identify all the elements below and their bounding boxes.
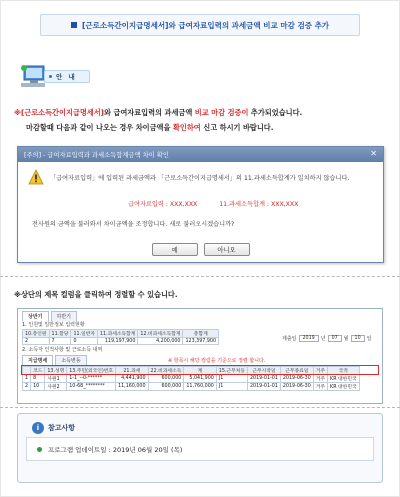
divider: [0, 407, 400, 408]
notice-line-1: [14, 105, 386, 120]
table-cell: 2019-06-30: [280, 383, 313, 391]
notice-line2-b: 신고 하시기 바랍니다.: [203, 123, 274, 132]
dialog-buttons: [18, 243, 383, 256]
tab-payment-statement[interactable]: 지급명세: [22, 355, 53, 365]
square-bullet-icon: [71, 22, 77, 28]
table-cell: 8: [31, 375, 45, 383]
summary-cell: 2: [23, 338, 50, 345]
summary-cell: 7: [49, 338, 71, 345]
table-cell: 사원2: [45, 383, 67, 391]
table-cell: 5,041,900: [184, 375, 216, 383]
table-row[interactable]: [23, 375, 360, 383]
month-field[interactable]: 07: [328, 335, 342, 342]
summary-header: 10.총인원: [23, 330, 50, 338]
section-1-title: 1. 인원및 일반정보 입력현황: [22, 322, 85, 328]
notice-emph-1: 비교 마감 검증이: [194, 108, 249, 117]
close-icon[interactable]: ✕: [370, 149, 377, 158]
guide-label: 안 내: [56, 73, 77, 81]
tab-income-change[interactable]: 소득변동: [55, 355, 86, 365]
update-date: 프로그램 업데이트일 : 2019년 06월 20일 (목): [48, 445, 183, 454]
column-header[interactable]: 22.비과세소득: [148, 367, 184, 375]
table-cell: 거주: [313, 383, 327, 391]
amount-value-1: XXX,XXX: [169, 201, 198, 208]
month-unit: 월: [343, 336, 349, 342]
program-screenshot: [17, 308, 383, 404]
table-cell: 2019-01-01: [247, 383, 280, 391]
tab-first-half[interactable]: 상반기: [22, 311, 49, 321]
yes-button[interactable]: 예: [152, 243, 198, 256]
tab-second-half[interactable]: 하반기: [51, 311, 78, 321]
summary-value-row: [23, 338, 219, 345]
sort-warning: ※ 항목시 해당 컬럼을 기준으로 정렬 합니다.: [168, 358, 266, 364]
summary-header: 12.비과세소득합계: [138, 330, 183, 338]
column-header[interactable]: 21.과세: [116, 367, 148, 375]
date-label: 제출일: [282, 336, 297, 342]
info-icon: i: [32, 422, 44, 434]
summary-table: [22, 329, 219, 345]
header-banner: [40, 14, 360, 36]
divider: [0, 276, 400, 277]
notice-text: [14, 105, 386, 135]
table-cell: J1: [216, 383, 247, 391]
year-field[interactable]: 2019: [299, 335, 319, 342]
sort-notice: ※상단의 제목 컬럼을 클릭하여 정렬할 수 있습니다.: [14, 290, 178, 299]
summary-cell: 0: [71, 338, 98, 345]
detail-tabs: [22, 355, 87, 365]
table-cell: 10-68_********: [67, 383, 116, 391]
reference-heading: [32, 422, 75, 434]
reference-box: [17, 413, 383, 483]
header-title: [근로소득간이지급명세서]와 급여자료입력의 과세금액 비교 마감 검증 추가: [81, 20, 330, 30]
amount-value-2: XXX,XXX: [270, 201, 299, 208]
day-unit: 일: [366, 336, 372, 342]
table-cell: 사원1: [45, 375, 67, 383]
table-cell: 4,441,900: [116, 375, 148, 383]
table-cell: 2019-06-30: [280, 375, 313, 383]
column-header[interactable]: 13.성명: [45, 367, 67, 375]
bullet-dot-icon: [49, 75, 52, 78]
notice-bracket: [근로소득간이지급명세서]: [21, 108, 104, 117]
notice-text-a: 와 급여자료입력의 과세금액: [103, 108, 193, 117]
table-row[interactable]: [23, 383, 360, 391]
table-cell: 600,000: [148, 375, 184, 383]
reference-content: [26, 437, 374, 461]
column-header[interactable]: 근무시작일: [247, 367, 280, 375]
date-controls: [282, 335, 371, 342]
reference-title: 참고사항: [48, 424, 76, 432]
day-field[interactable]: 10: [351, 335, 365, 342]
table-cell: 2: [23, 383, 31, 391]
summary-header-row: [23, 330, 219, 338]
summary-cell: 4,200,000: [138, 338, 183, 345]
table-cell: 10: [31, 383, 45, 391]
notice-line2-a: 마감할때 다음과 같이 나오는 경우 차이금액을: [26, 123, 171, 132]
summary-header: 총합계: [183, 330, 219, 338]
table-cell: 2019-01-01: [247, 375, 280, 383]
notice-line-2: [14, 120, 386, 135]
column-header[interactable]: 코드: [31, 367, 45, 375]
summary-header: 11.할당: [49, 330, 71, 338]
dialog-titlebar: [18, 147, 383, 162]
summary-header: 11.일반자: [71, 330, 98, 338]
column-header[interactable]: 13.주민(외국인)번호: [67, 367, 116, 375]
section-2-title: 2. 소득자 인적사항 및 근로소득 내역: [22, 347, 103, 353]
summary-cell: 123,397,900: [183, 338, 219, 345]
header-highlight-box: [21, 365, 379, 375]
summary-header: 11.과세소득합계: [97, 330, 137, 338]
dialog-title: [주의] - 급여자료입력과 과세소득합계금액 차이 확인: [24, 152, 169, 159]
warning-dialog: [17, 146, 384, 263]
warning-icon: [28, 169, 44, 185]
green-dot-icon: [37, 447, 42, 452]
amount-label-1: 급여자료입력 :: [128, 201, 170, 208]
year-unit: 년: [320, 336, 326, 342]
amount-label-2: 11.과세소득합계 :: [219, 201, 271, 208]
dialog-message-2: 전사원의 금액을 불러와서 차이금액을 조정합니다. 새로 불러오시겠습니까?: [32, 221, 235, 228]
column-header[interactable]: 계: [184, 367, 216, 375]
notice-text-b: 추가되었습니다.: [250, 108, 303, 117]
table-cell: 1-1_--0-******: [67, 375, 116, 383]
dialog-amounts: [128, 199, 298, 208]
notice-mark: ※: [14, 108, 21, 117]
table-cell: 11,160,000: [116, 383, 148, 391]
guide-tag: [44, 70, 90, 83]
table-cell: 11,760,000: [184, 383, 216, 391]
column-header[interactable]: 15.근무처등: [216, 367, 247, 375]
guide-section: [18, 62, 98, 92]
column-header[interactable]: 근무종료일: [280, 367, 313, 375]
column-header[interactable]: 국적: [328, 367, 360, 375]
summary-cell: 119,197,900: [97, 338, 137, 345]
notice-emph-2: 확인하여: [172, 123, 201, 132]
table-cell: 600,000: [148, 383, 184, 391]
no-button[interactable]: 아니오: [204, 243, 250, 256]
table-cell: 거주: [313, 375, 327, 383]
period-tabs: [22, 311, 77, 321]
table-cell: J1: [216, 375, 247, 383]
table-cell: KR 대한민국: [328, 383, 360, 391]
column-header[interactable]: 거주: [313, 367, 327, 375]
table-cell: KR 대한민국: [328, 375, 360, 383]
table-cell: 1: [23, 375, 31, 383]
dialog-message-1: 「급여자료입력」에 입력된 과세금액과 「근로소득간이지급명세서」의 11.과세소득합계가 일치하지 않습니다.: [50, 175, 350, 182]
